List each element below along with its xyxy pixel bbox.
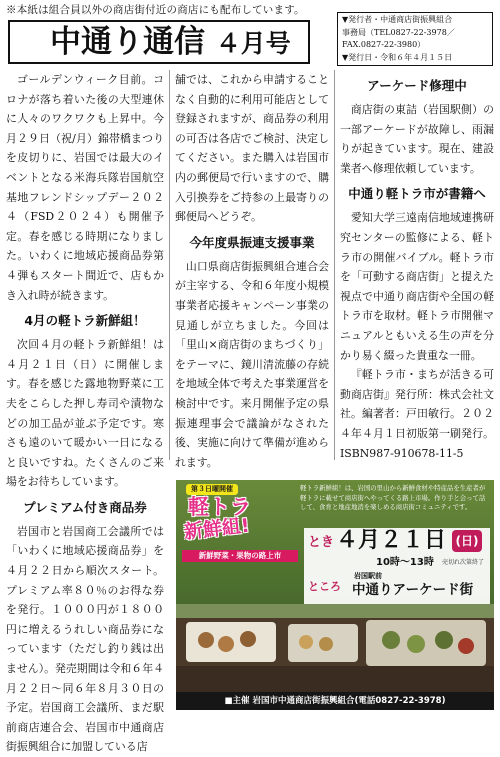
heading-book-release: 中通り軽トラ市が書籍へ <box>348 186 486 202</box>
publisher-line: ▼発行日・令和６年４月１５日 <box>342 52 453 62</box>
column-3 <box>340 70 494 463</box>
heading-kei-tora: 4月の軽トラ新鮮組！ <box>24 313 146 329</box>
column-2 <box>175 70 329 472</box>
schedule-badge: 第３日曜開催 <box>186 484 238 495</box>
kei-tora-logo <box>182 484 294 550</box>
column-divider <box>169 70 170 460</box>
when-label: とき <box>308 535 335 550</box>
intro-paragraph: ゴールデンウィーク目前。コロナが落ち着いた後の大型連休に人々のワクワクも上昇中。今月２９日（祝/月）錦帯橋まつりを皮切りに、岩国では最大のイベントとなる米海兵隊岩国航空基地フレンドシップデー２０２４（FSD２０２４）も開催予定。春を感じる時期になりました。いわくに地域応援商品券第４弾もスタート間近で、店もかき入れ時が続きます。 <box>6 73 164 302</box>
where-station: 岩国駅前 <box>354 572 382 580</box>
poster-footer: ■主催 岩国市中通商店街振興組合(電話0827-22-3978) <box>176 692 494 710</box>
column-divider <box>334 70 335 460</box>
book-paragraph: 愛知大学三遠南信地域連携研究センターの監修による、軽トラ市の開催バイブル。軽トラ市を「可動する商店街」と提えた視点で中通り商店街や全国の軽トラ市を取材。軽トラ市開催マニュアルともいえる生の声を分かり易く綴った貴重な一冊。 <box>340 211 494 362</box>
publisher-line: FAX.0827-22-3980） <box>342 40 426 49</box>
column-1 <box>6 70 164 757</box>
voucher-continued-paragraph: 舗では、これから申請することなく自動的に利用可能店として登録されますが、商品券の利用の可否は各店でご検討、決定してください。また購入は岩国市内の郵便局で行いますので、購入引換券をご持参の上最寄りの郵便局へどうぞ。 <box>175 73 329 224</box>
publisher-line: 事務局（TEL0827-22-3978／ <box>342 27 455 37</box>
kei-tora-paragraph: 次回４月の軽トラ新鮮組！は４月２１日（日）に開催します。春を感じた露地物野菜に工夫をこらした押し寿司や漬物などの加工品が並ぶ予定です。寒さも遠のいて暖かい一日になると良いですね。たくさんのご来場をお待ちしています。 <box>6 338 164 489</box>
event-date: ４月２１日 <box>336 528 447 553</box>
poster-subtitle: 新鮮野菜・果物の路上市 <box>182 550 298 562</box>
event-time: 10時〜13時 <box>376 557 434 568</box>
time-note: 売切れ次第終了 <box>442 559 485 566</box>
premium-voucher-paragraph: 岩国市と岩国商工会議所では「いわくに地域応援商品券」を４月２２日から順次スタート。プレミアム率８０％のお得な券を発行。１０００円が１８００円に増えるうれしい商品券になっています（ただし釣り銭は出ません）。発売期間は令和６年４月２２日〜同６年８月３０日の予定。岩国商工会議所、まだ駅前商店連合会、岩国市中通商店街振興組合に加盟している店 <box>6 524 164 754</box>
distribution-notice: ※本紙は組合員以外の商店街付近の商店にも配布しています。 <box>6 4 305 16</box>
poster-description: 軽トラ新鮮組！は、岩国の里山から新鮮食材や特産品を生産者が軽トラに載せて商店街へやってくる路上市場。作り手と会って話して、食育と地産地消を楽しめる商店街コミュニティです。 <box>300 484 486 511</box>
heading-premium-voucher: プレミアム付き商品券 <box>23 499 147 515</box>
prefecture-support-paragraph: 山口県商店街振興組合連合会が主宰する、令和６年度小規模事業者応援キャンペーン事業の見通しが立ちました。今回は「里山×商店街のまちづくり」をテーマに、鏡川清流藤の存続を地域全体で考えた事業運営を検討中です。来月開催予定の県振連理事会で議論がなされた後、実施に向けて準備が進められます。 <box>175 259 329 469</box>
event-poster <box>176 480 494 710</box>
arcade-repair-paragraph: 商店街の東詰（岩国駅側）の一部アーケードが故障し、雨漏りが起きています。現在、建設業者へ修理依頼しています。 <box>340 103 494 175</box>
newsletter-title: 中通り通信 <box>50 24 205 60</box>
issue-month: ４月号 <box>215 29 291 58</box>
book-info-paragraph: 『軽トラ市・まちが活きる可動商店街』発行所：株式会社文社。編著者：戸田敏行。２０２４年４月１日初版第一刷発行。ISBN987-910678-11-5 <box>340 368 494 460</box>
where-label: ところ <box>308 580 341 593</box>
publisher-line: ▼発行者・中通商店街振興組合 <box>342 15 453 24</box>
heading-arcade-repair: アーケード修理中 <box>367 78 467 93</box>
where-venue: 中通りアーケード街 <box>352 582 474 598</box>
event-day: (日) <box>452 530 482 552</box>
heading-prefecture-support: 今年度県振連支援事業 <box>189 234 315 250</box>
logo-line1: 軽トラ <box>188 495 251 519</box>
logo-line2: 新鮮組! <box>183 514 251 544</box>
produce-photo <box>176 604 494 692</box>
newsletter-masthead <box>8 20 310 64</box>
publisher-box <box>337 12 493 66</box>
